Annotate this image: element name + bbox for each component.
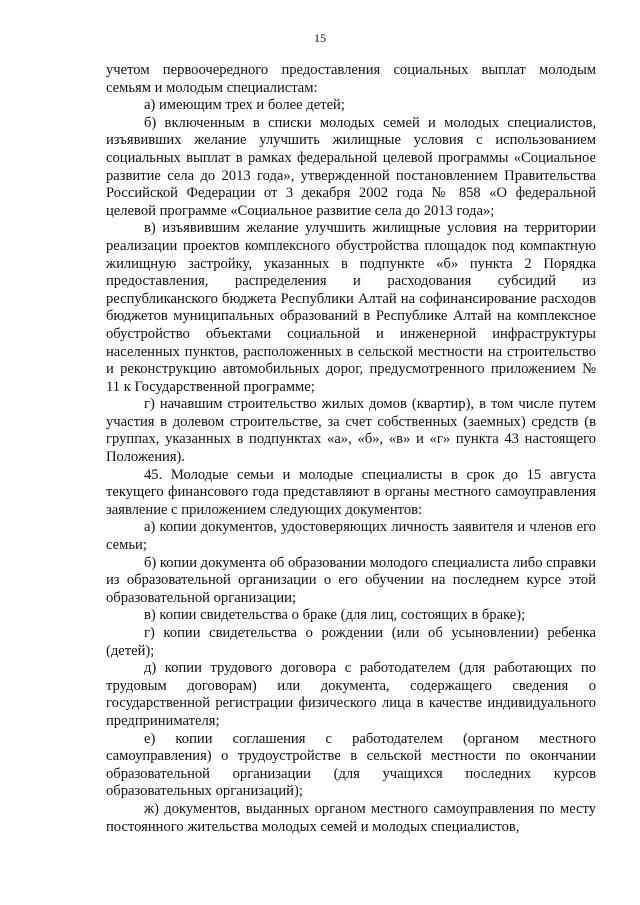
paragraph: г) копии свидетельства о рождении (или об усыновлении) ребенка (детей);: [106, 625, 596, 659]
paragraph: а) копии документов, удостоверяющих личность заявителя и членов его семьи;: [106, 519, 596, 554]
page-number: 15: [314, 31, 326, 45]
paragraph: учетом первоочередного предоставления социальных выплат молодым семьям и молодым специалистам:: [106, 62, 596, 96]
paragraph: ж) документов, выданных органом местного самоуправления по месту постоянного жительства молодых семей и молодых специалистов,: [106, 800, 596, 835]
paragraph: б) копии документа об образовании молодого специалиста либо справки из образовательной организации о его обучении на последнем курсе этой образовательной организации;: [106, 554, 597, 606]
paragraph: д) копии трудового договора с работодателем (для работающих по трудовым договорам) или документа, содержащего сведения о государственной регистрации физического лица в качестве индивидуального предпринимателя;: [106, 660, 596, 729]
paragraph: а) имеющим трех и более детей;: [144, 97, 345, 114]
paragraph: е) копии соглашения с работодателем (органом местного самоуправления) о трудоустройстве в сельской местности по окончании образовательной организации (для учащихся последних курсов образовательных организаций);: [106, 730, 596, 800]
paragraph: в) копии свидетельства о браке (для лиц, состоящих в браке);: [144, 607, 526, 624]
body-text: [106, 62, 596, 836]
paragraph: в) изъявившим желание улучшить жилищные условия на территории реализации проектов комплексного обустройства площадок под компактную жилищную застройку, указанных в подпункте «б» пункта 2 Порядка предоставления, распределения и расходования субсидий из республиканского бюджета Республики Алтай на софинансирование расходов бюджетов муниципальных образований в Республике Алтай на комплексное обустройство объектами социальной и инженерной инфраструктуры населенных пунктов, расположенных в сельской местности на строительство и реконструкцию автомобильных дорог, предусмотренного приложением № 11 к Государственной программе;: [106, 220, 596, 395]
paragraph: 45. Молодые семьи и молодые специалисты в срок до 15 августа текущего финансового года представляют в органы местного самоуправления заявление с приложением следующих документов:: [106, 466, 596, 518]
paragraph: б) включенным в списки молодых семей и молодых специалистов, изъявивших желание улучшить жилищные условия с использованием социальных выплат в рамках федеральной целевой программы «Социальное развитие села до 2013 года», утвержденной постановлением Правительства Российской Федерации от 3 декабря 2002 года № 858 «О федеральной целевой программе «Социальное развитие села до 2013 года»;: [106, 114, 596, 219]
paragraph: г) начавшим строительство жилых домов (квартир), в том числе путем участия в долевом строительстве, за счет собственных (заемных) средств (в группах, указанных в подпунктах «а», «б», «в» и «г» пункта 43 настоящего Положения).: [106, 396, 596, 466]
